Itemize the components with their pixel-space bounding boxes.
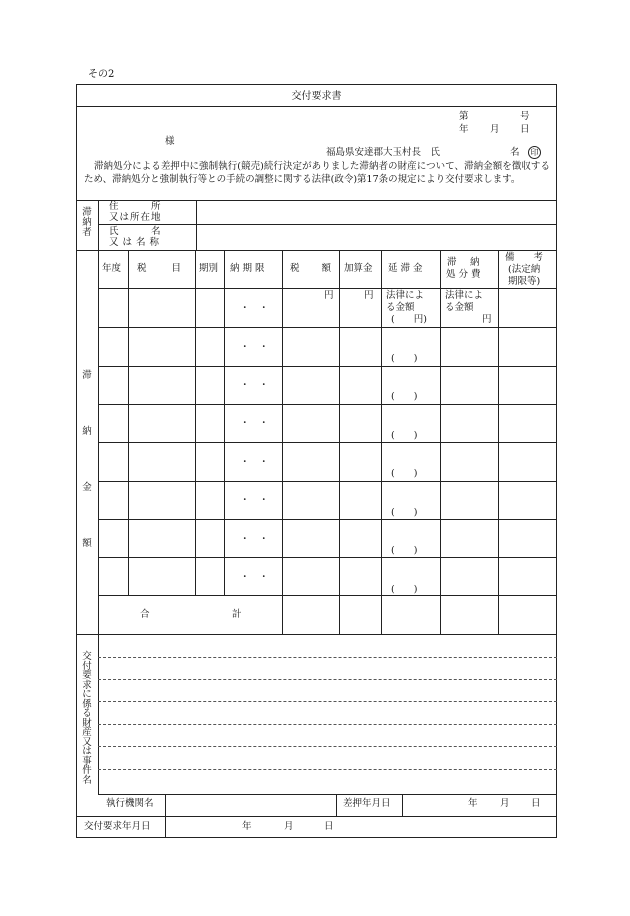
request-body-text: 滞納処分による差押中に強制執行(競売)続行決定がありました滞納者の財産について、滞納金額を徴収するため、滞納処分と強制執行等との手続の調整に関する法律(政令)第17条の規定により交付要求します。 — [84, 161, 550, 185]
row5-delinquency-paren: ( ) — [391, 468, 418, 479]
row5-bottom-line — [98, 481, 557, 482]
page-label: その2 — [88, 69, 115, 80]
row3-due-date-dots: ・ ・ — [240, 380, 269, 391]
row2-delinquency-paren: ( ) — [391, 353, 418, 364]
row1-legal-amount: 法律によ — [386, 290, 425, 301]
row1-due-date-dots: ・ ・ — [240, 303, 269, 314]
debtor-label-divider — [98, 200, 99, 250]
property-line-1 — [98, 657, 557, 658]
total-label-2: 計 — [232, 609, 242, 620]
date-month-label: 月 — [490, 124, 500, 135]
row3-bottom-line — [98, 404, 557, 405]
request-date-month: 月 — [284, 821, 294, 832]
name-label: 氏 名 — [109, 226, 162, 237]
enforcement-divider-1 — [165, 794, 166, 816]
request-date-top-line — [76, 816, 557, 817]
amounts-section-label: 滞納金額 — [82, 370, 92, 550]
date-day-label: 日 — [520, 124, 530, 135]
col-tax-item: 税 目 — [137, 263, 184, 274]
row3-delinquency-paren: ( ) — [391, 391, 418, 402]
property-line-3 — [98, 701, 557, 702]
property-line-2 — [98, 679, 557, 680]
row7-delinquency-paren: ( ) — [391, 545, 418, 556]
seal-char: 印 — [530, 148, 539, 157]
row1-legal-amount-2: る金額 — [386, 302, 415, 313]
property-label-divider — [98, 634, 99, 794]
col-line-1 — [128, 250, 129, 595]
row6-due-date-dots: ・ ・ — [240, 495, 269, 506]
property-section-label: 交付要求に係る財産又は事件名 — [82, 651, 92, 786]
header-bottom-line — [98, 288, 557, 289]
debtor-mid-line — [98, 224, 557, 225]
row6-delinquency-paren: ( ) — [391, 507, 418, 518]
row2-due-date-dots: ・ ・ — [240, 342, 269, 353]
request-date-day: 日 — [324, 821, 334, 832]
row1-fee-legal-amount-2: る金額 — [445, 302, 474, 313]
debtor-bottom-line — [76, 250, 557, 251]
name-label-2: 又は名称 — [109, 237, 164, 248]
issuer-name-label: 名 — [510, 147, 520, 158]
seizure-date-day: 日 — [531, 798, 541, 809]
seal-mark — [528, 146, 541, 159]
row4-delinquency-paren: ( ) — [391, 430, 418, 441]
col-line-2 — [195, 250, 196, 595]
form-title: 交付要求書 — [291, 91, 342, 102]
addressee-suffix: 様 — [165, 136, 175, 147]
enforcement-agency-label: 執行機関名 — [106, 798, 154, 809]
row5-due-date-dots: ・ ・ — [240, 457, 269, 468]
number-suffix: 号 — [520, 111, 530, 122]
seizure-date-year: 年 — [468, 798, 478, 809]
row1-additional-yen: 円 — [364, 290, 374, 301]
row6-bottom-line — [98, 519, 557, 520]
col-line-3 — [224, 250, 225, 595]
address-label-2: 又は所在地 — [109, 212, 162, 223]
seizure-date-month: 月 — [500, 798, 510, 809]
row1-tax-yen: 円 — [324, 290, 334, 301]
row7-bottom-line — [98, 557, 557, 558]
col-remarks-3: 期限等) — [508, 276, 541, 287]
col-processing-fee: 滞 納 — [447, 257, 482, 268]
enforcement-top-line — [98, 794, 557, 795]
enforcement-divider-2 — [336, 794, 337, 816]
total-label: 合 — [140, 609, 150, 620]
date-year-label: 年 — [459, 124, 469, 135]
property-line-6 — [98, 769, 557, 770]
address-label: 住 所 — [109, 201, 162, 212]
row1-bottom-line — [98, 327, 557, 328]
property-line-5 — [98, 746, 557, 747]
request-date-year: 年 — [242, 821, 252, 832]
row4-bottom-line — [98, 442, 557, 443]
col-period: 期別 — [199, 263, 219, 274]
debtor-field-divider — [196, 200, 197, 250]
request-date-divider — [165, 816, 166, 838]
request-date-label: 交付要求年月日 — [84, 821, 151, 832]
seizure-date-label: 差押年月日 — [343, 798, 391, 809]
row1-fee-legal-amount: 法律によ — [445, 290, 484, 301]
row2-bottom-line — [98, 366, 557, 367]
issuer-title: 福島県安達郡大玉村長 氏 — [326, 147, 441, 158]
row8-due-date-dots: ・ ・ — [240, 572, 269, 583]
col-remarks-2: (法定納 — [508, 264, 541, 275]
col-due-date: 納 期 限 — [230, 263, 265, 274]
col-additional: 加算金 — [344, 263, 373, 274]
number-prefix: 第 — [459, 111, 469, 122]
col-processing-fee-2: 処 分 費 — [446, 269, 481, 280]
row4-due-date-dots: ・ ・ — [240, 418, 269, 429]
property-line-4 — [98, 724, 557, 725]
col-year: 年度 — [102, 263, 122, 274]
row8-bottom-line — [98, 595, 557, 596]
enforcement-divider-3 — [402, 794, 403, 816]
debtor-section-label: 滞納者 — [82, 207, 92, 239]
title-divider — [76, 106, 557, 107]
row1-fee-yen: 円 — [482, 314, 492, 325]
row7-due-date-dots: ・ ・ — [240, 534, 269, 545]
col-tax-amount: 税 額 — [290, 263, 333, 274]
col-remarks: 備 考 — [505, 252, 544, 263]
amounts-bottom-line — [76, 634, 557, 635]
col-delinquency-charge: 延 滞 金 — [388, 263, 423, 274]
row1-delinquency-yen: ( 円) — [391, 314, 427, 325]
row8-delinquency-paren: ( ) — [391, 584, 418, 595]
